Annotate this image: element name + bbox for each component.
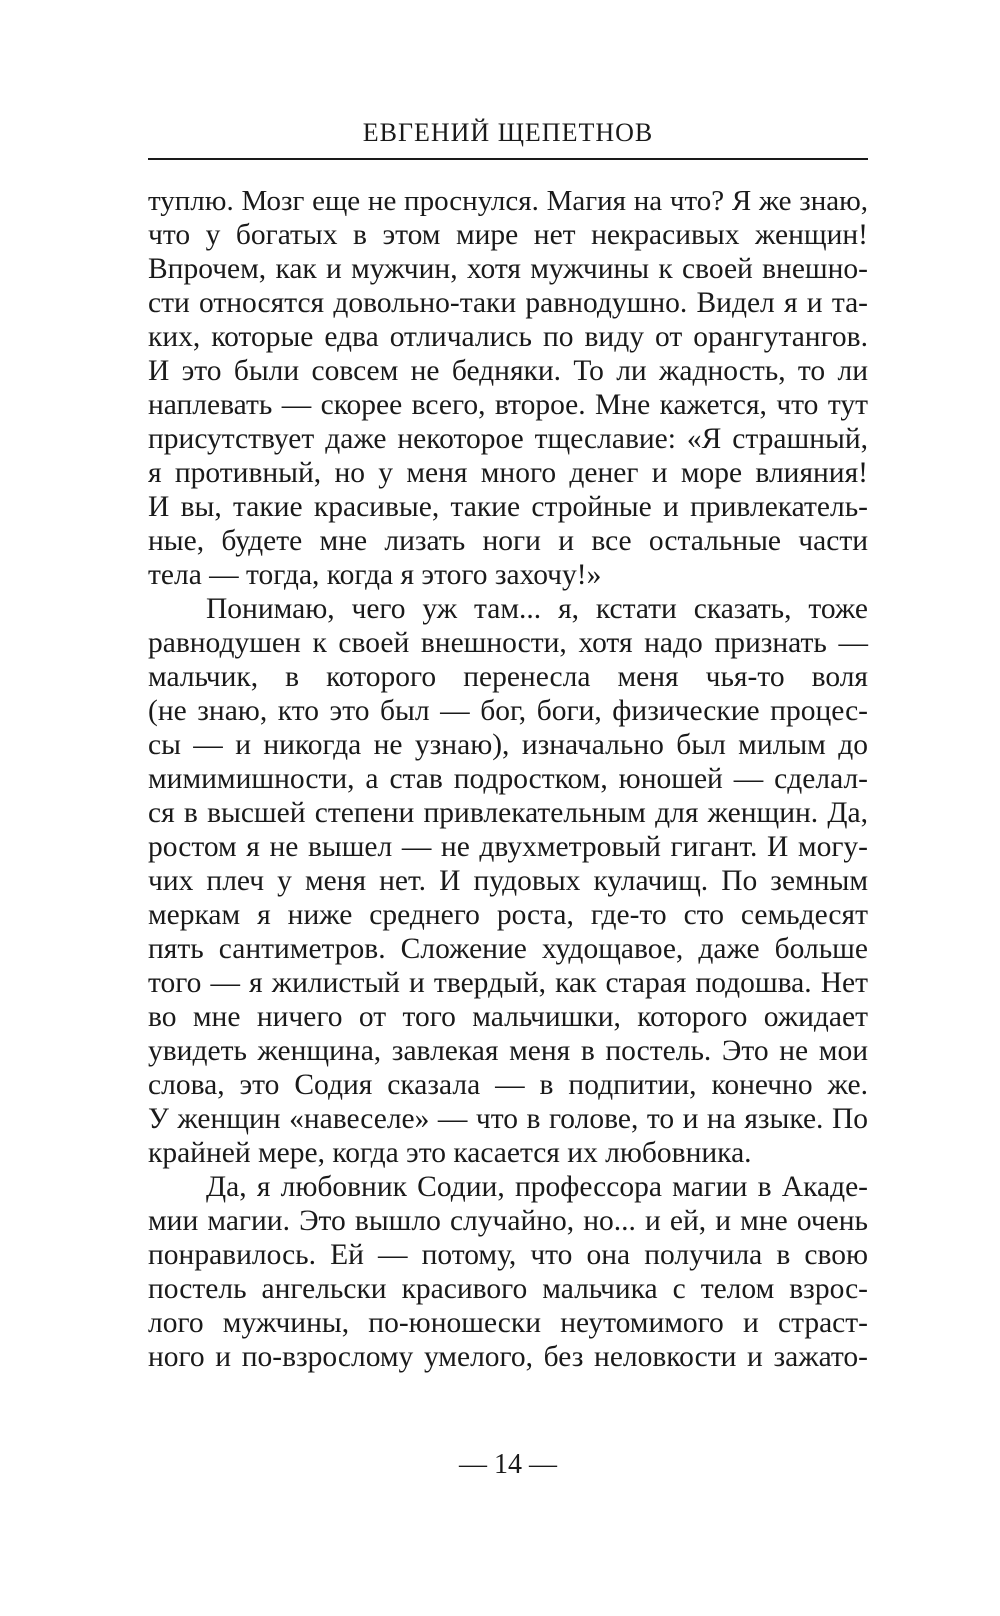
text-line: слова, это Содия сказала — в подпитии, конечно же. [148, 1069, 868, 1101]
text-line: во мне ничего от того мальчишки, которого ожидает [148, 1001, 868, 1033]
text-line: ся в высшей степени привлекательным для женщин. Да, [148, 797, 868, 829]
text-line: ростом я не вышел — не двухметровый гигант. И могу- [148, 831, 868, 863]
text-line: И вы, такие красивые, такие стройные и привлекатель- [148, 491, 868, 523]
text-line: У женщин «навеселе» — что в голове, то и на языке. По [148, 1103, 868, 1135]
body-text [148, 184, 868, 1374]
text-line: сы — и никогда не узнаю), изначально был милым до [148, 729, 868, 761]
text-line: увидеть женщина, завлекая меня в постель. Это не мои [148, 1035, 868, 1067]
text-line: равнодушен к своей внешности, хотя надо признать — [148, 627, 868, 659]
text-line: крайней мере, когда это касается их любовника. [148, 1137, 752, 1169]
text-line: И это были совсем не бедняки. То ли жадность, то ли [148, 355, 868, 387]
text-line: того — я жилистый и твердый, как старая подошва. Нет [148, 967, 868, 999]
text-line: мальчик, в которого перенесла меня чья-то воля [148, 661, 868, 693]
text-line: постель ангельски красивого мальчика с телом взрос- [148, 1273, 868, 1305]
text-line: я противный, но у меня много денег и море влияния! [148, 457, 868, 489]
text-line: (не знаю, кто это был — бог, боги, физические процес- [148, 695, 868, 727]
text-line: Понимаю, чего уж там... я, кстати сказать, тоже [206, 593, 868, 625]
text-line: тела — тогда, когда я этого захочу!» [148, 559, 602, 591]
text-line: чих плеч у меня нет. И пудовых кулачищ. По земным [148, 865, 868, 897]
text-line: Впрочем, как и мужчин, хотя мужчины к своей внешно- [148, 253, 868, 285]
text-line: меркам я ниже среднего роста, где-то сто семьдесят [148, 899, 868, 931]
text-line: Да, я любовник Содии, профессора магии в Акаде- [206, 1171, 868, 1203]
text-line: присутствует даже некоторое тщеславие: «Я страшный, [148, 423, 868, 455]
page-number: — 14 — [459, 1449, 557, 1480]
text-line: что у богатых в этом мире нет некрасивых женщин! [148, 219, 868, 251]
text-line: сти относятся довольно-таки равнодушно. Видел я и та- [148, 287, 868, 319]
text-line: наплевать — скорее всего, второе. Мне кажется, что тут [148, 389, 868, 421]
text-line: мимимишности, а став подростком, юношей — сделал- [148, 763, 868, 795]
text-line: понравилось. Ей — потому, что она получила в свою [148, 1239, 868, 1271]
text-line: туплю. Мозг еще не проснулся. Магия на что? Я же знаю, [148, 185, 868, 217]
text-line: пять сантиметров. Сложение худощавое, даже больше [148, 933, 868, 965]
text-line: ные, будете мне лизать ноги и все остальные части [148, 525, 868, 557]
text-line: ких, которые едва отличались по виду от орангутангов. [148, 321, 868, 353]
running-head-author: ЕВГЕНИЙ ЩЕПЕТНОВ [362, 118, 654, 147]
text-line: мии магии. Это вышло случайно, но... и ей, и мне очень [148, 1205, 868, 1237]
text-line: ного и по-взрослому умелого, без неловкости и зажато- [148, 1341, 868, 1373]
header-rule [148, 158, 868, 160]
text-line: лого мужчины, по-юношески неутомимого и страст- [148, 1307, 868, 1339]
